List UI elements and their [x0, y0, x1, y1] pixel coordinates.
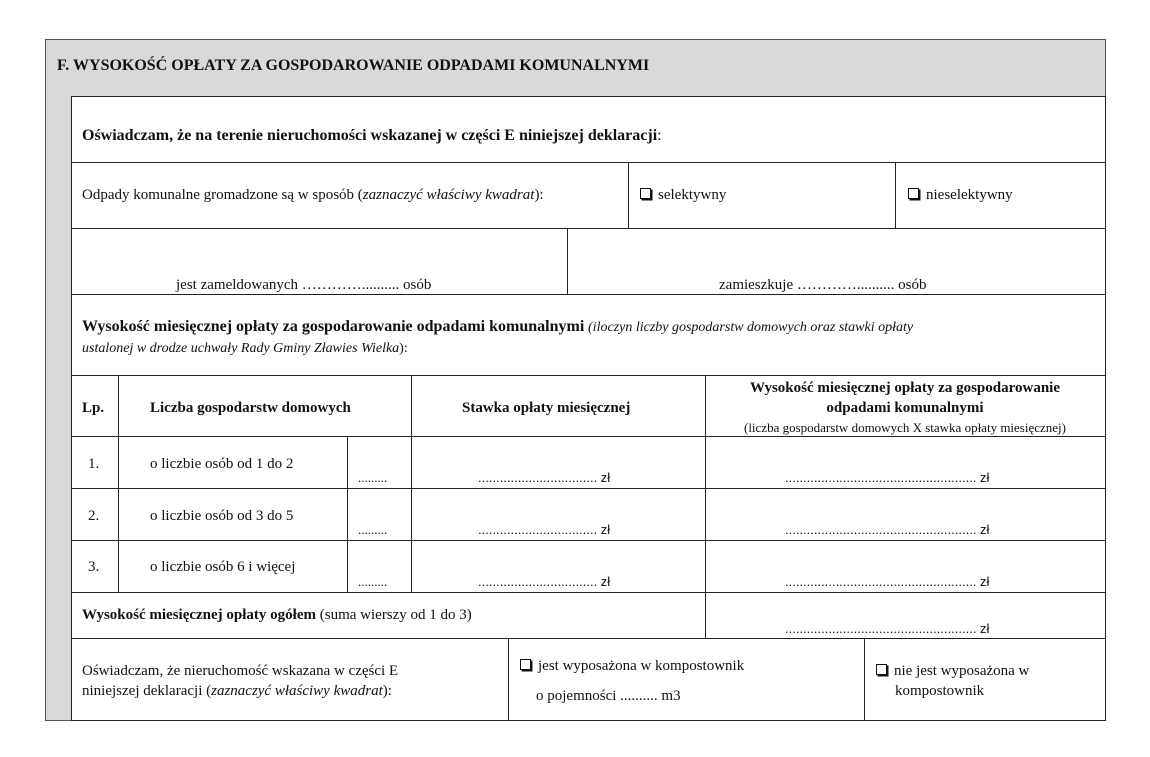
row-amount-field[interactable]: ..................................................... zł — [785, 522, 990, 537]
row-count-field[interactable]: ......... — [358, 522, 388, 537]
row-lp: 2. — [88, 508, 100, 524]
col-header-amount-cont: odpadami komunalnymi — [826, 400, 984, 416]
col-header-rate: Stawka opłaty miesięcznej — [462, 400, 631, 416]
fee-heading: Wysokość miesięcznej opłaty za gospodarowanie odpadami komunalnymi (iloczyn liczby gospodarstw domowych oraz stawki opłaty — [82, 318, 914, 335]
option-selective[interactable]: selektywny — [640, 186, 726, 204]
row-lp: 1. — [88, 456, 100, 472]
col-header-households: Liczba gospodarstw domowych — [150, 400, 351, 416]
row-rate-field[interactable]: ................................. zł — [478, 574, 611, 589]
compost-capacity-field[interactable]: o pojemności .......... m3 — [536, 688, 681, 704]
compost-label: Oświadczam, że nieruchomość wskazana w części E — [82, 663, 399, 679]
row-label: o liczbie osób od 3 do 5 — [150, 508, 294, 524]
checkbox-icon[interactable] — [876, 664, 887, 675]
row-amount-field[interactable]: ..................................................... zł — [785, 574, 990, 589]
grid-line — [895, 162, 896, 228]
grid-line — [411, 375, 412, 592]
section-title: F. WYSOKOŚĆ OPŁATY ZA GOSPODAROWANIE ODPADAMI KOMUNALNYMI — [57, 57, 650, 74]
grid-line — [71, 638, 1106, 639]
option-compost-no[interactable]: nie jest wyposażona w — [876, 662, 1029, 680]
grid-line — [118, 375, 119, 592]
col-header-amount: Wysokość miesięcznej opłaty za gospodarowanie — [750, 380, 1060, 396]
col-header-amount-note: (liczba gospodarstw domowych X stawka opłaty miesięcznej) — [743, 420, 1067, 435]
row-label: o liczbie osób 6 i więcej — [150, 559, 296, 575]
row-rate-field[interactable]: ................................. zł — [478, 522, 611, 537]
grid-line — [71, 375, 1106, 376]
grid-line — [347, 436, 348, 592]
total-amount-field[interactable]: ..................................................... zł — [785, 621, 990, 636]
row-label: o liczbie osób od 1 do 2 — [150, 456, 294, 472]
fee-heading-cont: ustalonej w drodze uchwały Rady Gminy Zławies Wielka): — [82, 341, 408, 356]
row-lp: 3. — [88, 559, 100, 575]
total-label: Wysokość miesięcznej opłaty ogółem (suma wierszy od 1 do 3) — [82, 607, 472, 623]
declaration-intro: Oświadczam, że na terenie nieruchomości wskazanej w części E niniejszej deklaracji: — [82, 127, 662, 144]
grid-line — [508, 638, 509, 720]
row-count-field[interactable]: ......... — [358, 470, 388, 485]
option-compost-yes[interactable]: jest wyposażona w kompostownik — [520, 657, 744, 675]
registered-residents-field[interactable]: jest zameldowanych ………….......... osób — [176, 277, 432, 293]
checkbox-icon[interactable] — [640, 188, 651, 199]
grid-line — [71, 294, 1106, 295]
row-amount-field[interactable]: ..................................................... zł — [785, 470, 990, 485]
row-rate-field[interactable]: ................................. zł — [478, 470, 611, 485]
grid-line — [567, 228, 568, 294]
grid-line — [628, 162, 629, 228]
option-compost-no-cont: kompostownik — [895, 683, 985, 699]
grid-line — [71, 162, 1106, 163]
grid-line — [1105, 96, 1106, 721]
checkbox-icon[interactable] — [908, 188, 919, 199]
grid-line — [71, 488, 1106, 489]
grid-line — [71, 720, 1106, 721]
grid-line — [864, 638, 865, 720]
living-residents-field[interactable]: zamieszkuje ………….......... osób — [719, 277, 927, 293]
grid-line — [71, 228, 1106, 229]
option-nonselective[interactable]: nieselektywny — [908, 186, 1013, 204]
waste-collection-label: Odpady komunalne gromadzone są w sposób (zaznaczyć właściwy kwadrat): — [82, 187, 544, 203]
col-header-lp: Lp. — [82, 400, 105, 416]
compost-label-cont: niniejszej deklaracji (zaznaczyć właściwy kwadrat): — [82, 683, 392, 699]
grid-line — [71, 592, 1106, 593]
grid-line — [71, 96, 72, 721]
grid-line — [71, 96, 1106, 97]
checkbox-icon[interactable] — [520, 659, 531, 670]
row-count-field[interactable]: ......... — [358, 574, 388, 589]
grid-line — [71, 540, 1106, 541]
